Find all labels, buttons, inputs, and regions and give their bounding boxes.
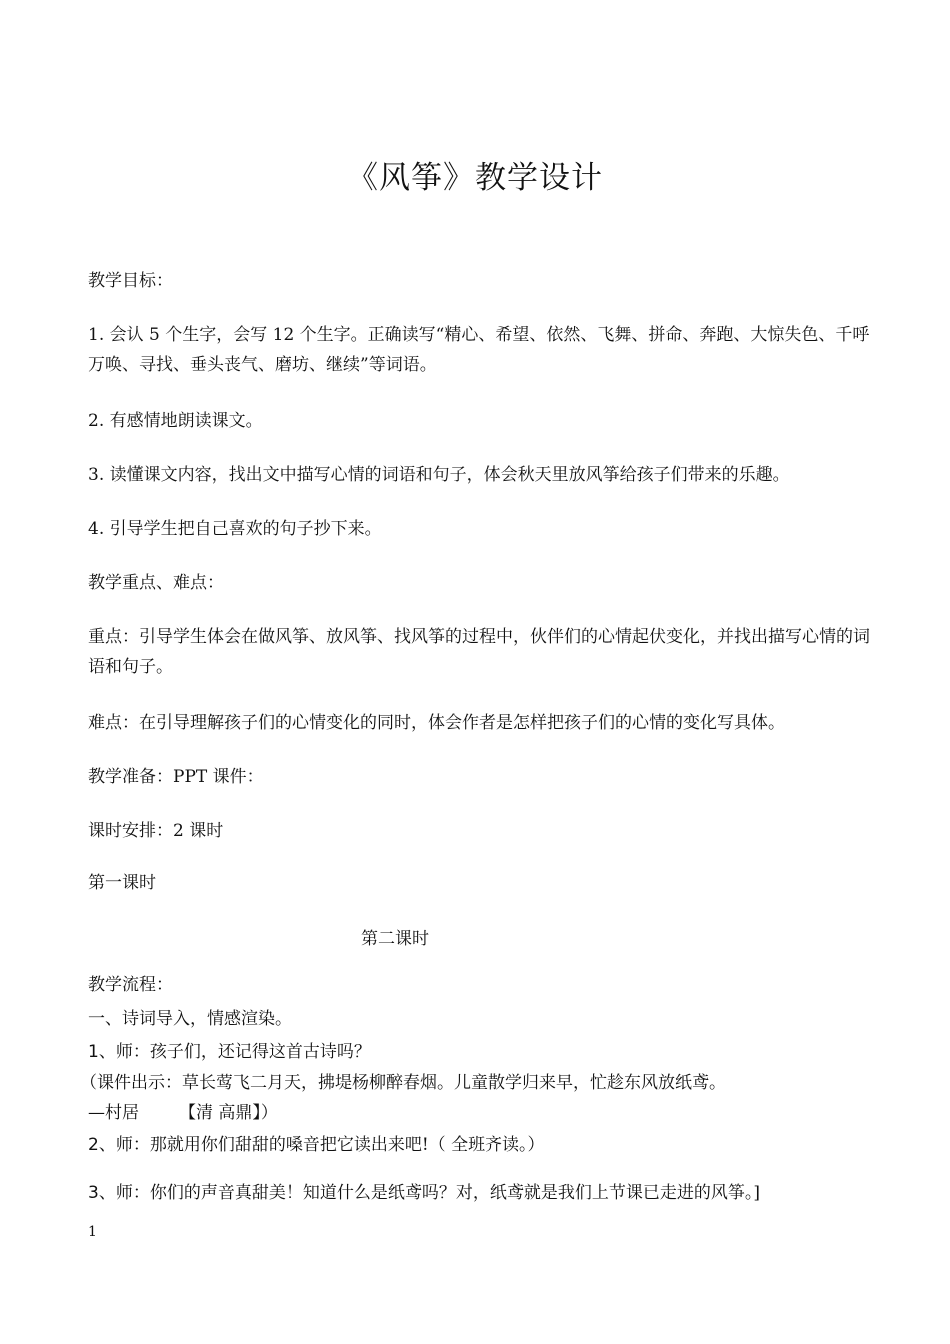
document-title: 《风筝》教学设计 — [347, 160, 603, 196]
step-1-number: 1 — [88, 1042, 99, 1062]
poem-author: 【清 高鼎】） — [179, 1103, 278, 1123]
poem-line: （课件出示：草长莺飞二月天，拂堤杨柳醉春烟。儿童散学归来早，忙趁东风放纸鸢。 — [80, 1073, 726, 1093]
objective-item-2: 2. 有感情地朗读课文。 — [88, 411, 263, 431]
poem-source — [88, 1098, 878, 1128]
step-2-text: 、师：那就用你们甜甜的嗓音把它读出来吧!（ 全班齐读。） — [98, 1135, 545, 1155]
teaching-preparation: 教学准备：PPT 课件： — [88, 767, 264, 787]
flow-heading: 教学流程： — [88, 975, 173, 995]
step-2-number: 2 — [88, 1135, 99, 1155]
objective-item-3: 3. 读懂课文内容，找出文中描写心情的词语和句子，体会秋天里放风筝给孩子们带来的乐趣。 — [88, 465, 790, 485]
poem-title: —村居 — [88, 1103, 139, 1123]
difficult-point: 难点：在引导理解孩子们的心情变化的同时，体会作者是怎样把孩子们的心情的变化写具体。 — [88, 713, 785, 733]
step-2 — [88, 1130, 878, 1160]
key-difficult-heading: 教学重点、难点： — [88, 573, 224, 593]
lesson-schedule: 课时安排：2 课时 — [88, 821, 224, 841]
step-1-text: 、师：孩子们，还记得这首古诗吗？ — [98, 1042, 371, 1062]
key-point: 重点：引导学生体会在做风筝、放风筝、找风筝的过程中，伙伴们的心情起伏变化，并找出描写心情的词语和句子。 — [88, 627, 870, 677]
section-one-heading: 一、诗词导入，情感渲染。 — [88, 1009, 292, 1029]
step-3-number: 3 — [88, 1183, 99, 1203]
step-1 — [88, 1037, 878, 1067]
lesson-two-heading: 第二课时 — [361, 929, 429, 949]
objectives-heading: 教学目标： — [88, 271, 173, 291]
step-3 — [88, 1178, 878, 1208]
objective-item-1: 1. 会认 5 个生字，会写 12 个生字。正确读写“精心、希望、依然、飞舞、拼命、奔跑、大惊失色、千呼万唤、寻找、垂头丧气、磨坊、继续”等词语。 — [88, 325, 870, 375]
step-3-text: 、师：你们的声音真甜美！知道什么是纸鸢吗？对，纸鸢就是我们上节课已走进的风筝。] — [98, 1183, 760, 1203]
page-number: 1 — [88, 1224, 97, 1240]
lesson-one-heading: 第一课时 — [88, 873, 156, 893]
objective-item-4: 4. 引导学生把自己喜欢的句子抄下来。 — [88, 519, 382, 539]
